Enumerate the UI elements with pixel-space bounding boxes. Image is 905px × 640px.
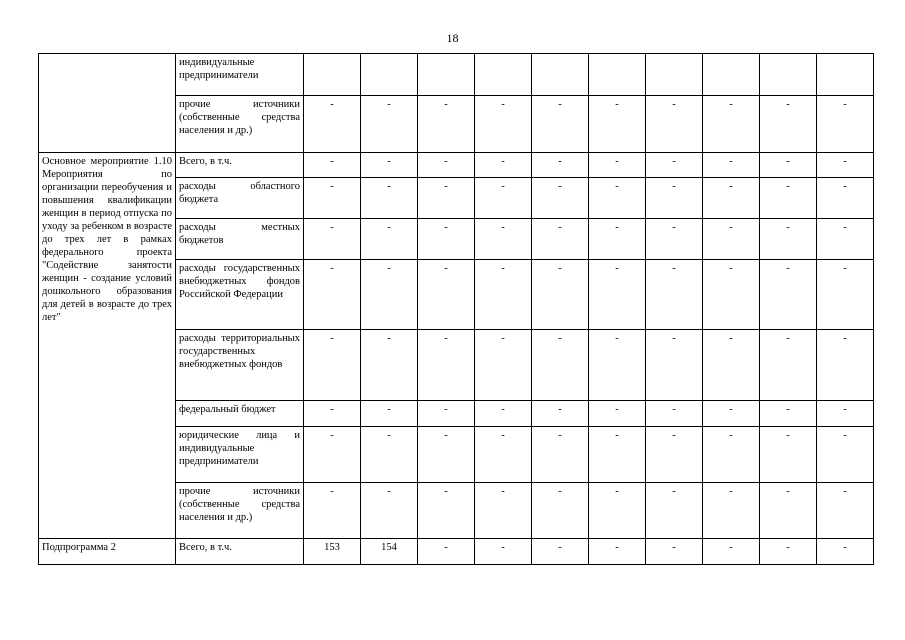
value-cell: - [475,178,532,219]
value-cell: - [532,219,589,260]
value-cell: - [304,178,361,219]
value-cell: - [304,427,361,483]
funding-source-cell: расходы местных бюджетов [176,219,304,260]
value-cell: - [646,153,703,178]
value-cell: - [475,153,532,178]
funding-source-cell: Всего, в т.ч. [176,539,304,565]
value-cell [418,54,475,96]
value-cell [475,54,532,96]
value-cell: - [475,483,532,539]
value-cell: - [532,153,589,178]
value-cell: - [475,401,532,427]
value-cell: - [760,178,817,219]
value-cell: - [304,330,361,401]
value-cell: - [760,427,817,483]
program-cell: Основное мероприятие 1.10 Мероприятия по организации переобучения и повышения квалификации женщин в период отпуска по уходу за ребенком в возрасте до трех лет в рамках федерального проекта "Содействие занятости женщин - создание условий дошкольного образования для детей в возрасте до трех лет" [39,153,176,539]
value-cell: - [475,260,532,330]
value-cell: - [703,539,760,565]
value-cell: - [817,96,874,153]
value-cell: - [589,427,646,483]
value-cell: - [703,483,760,539]
value-cell: - [304,401,361,427]
funding-source-cell: расходы государственных внебюджетных фондов Российской Федерации [176,260,304,330]
value-cell: - [703,96,760,153]
funding-source-cell: расходы областного бюджета [176,178,304,219]
value-cell: - [646,401,703,427]
value-cell: - [361,96,418,153]
value-cell: - [475,330,532,401]
value-cell [304,54,361,96]
value-cell: - [646,483,703,539]
value-cell: - [589,401,646,427]
value-cell: - [475,96,532,153]
value-cell: - [760,483,817,539]
funding-source-cell: расходы территориальных государственных внебюджетных фондов [176,330,304,401]
table-row [39,54,874,96]
value-cell: - [646,96,703,153]
value-cell: - [589,539,646,565]
value-cell: - [817,330,874,401]
value-cell: - [361,330,418,401]
value-cell: - [532,427,589,483]
funding-source-cell: прочие источники (собственные средства населения и др.) [176,483,304,539]
value-cell: - [418,96,475,153]
table-row [39,153,874,178]
value-cell: - [418,427,475,483]
value-cell: - [532,260,589,330]
funding-source-cell: индивидуальные предприниматели [176,54,304,96]
value-cell [532,54,589,96]
value-cell: - [418,178,475,219]
value-cell: - [589,219,646,260]
value-cell [817,54,874,96]
value-cell: - [361,153,418,178]
value-cell: - [760,96,817,153]
value-cell: - [589,483,646,539]
value-cell [589,54,646,96]
value-cell: - [361,483,418,539]
value-cell: - [760,401,817,427]
value-cell: - [418,260,475,330]
funding-source-cell: прочие источники (собственные средства населения и др.) [176,96,304,153]
value-cell: - [817,153,874,178]
value-cell: - [703,178,760,219]
value-cell: - [361,178,418,219]
value-cell: - [418,153,475,178]
value-cell: - [532,96,589,153]
value-cell: - [703,401,760,427]
table-body [39,54,874,565]
value-cell: - [361,427,418,483]
value-cell: - [418,219,475,260]
value-cell: - [418,330,475,401]
value-cell: - [304,483,361,539]
value-cell: - [703,427,760,483]
value-cell: - [589,178,646,219]
value-cell: - [703,330,760,401]
value-cell: - [304,96,361,153]
value-cell: - [646,539,703,565]
funding-source-cell: юридические лица и индивидуальные предприниматели [176,427,304,483]
program-cell [39,54,176,153]
value-cell: - [475,539,532,565]
value-cell: - [817,401,874,427]
value-cell: - [361,401,418,427]
value-cell: - [304,260,361,330]
value-cell: - [817,260,874,330]
budget-table [38,53,874,565]
value-cell: - [532,178,589,219]
value-cell: 154 [361,539,418,565]
program-cell: Подпрограмма 2 [39,539,176,565]
value-cell: - [589,96,646,153]
value-cell: - [304,219,361,260]
value-cell: - [532,330,589,401]
value-cell: - [532,401,589,427]
value-cell: - [760,330,817,401]
value-cell: - [817,539,874,565]
value-cell [703,54,760,96]
value-cell: - [760,260,817,330]
value-cell: - [646,260,703,330]
value-cell: - [475,219,532,260]
value-cell: - [817,483,874,539]
table-row [39,539,874,565]
value-cell: - [532,539,589,565]
value-cell [646,54,703,96]
funding-source-cell: Всего, в т.ч. [176,153,304,178]
value-cell: 153 [304,539,361,565]
value-cell: - [703,219,760,260]
value-cell [760,54,817,96]
value-cell: - [361,260,418,330]
value-cell: - [475,427,532,483]
value-cell: - [532,483,589,539]
page-number: 18 [446,31,459,45]
value-cell: - [760,153,817,178]
value-cell: - [646,178,703,219]
value-cell: - [760,219,817,260]
value-cell [361,54,418,96]
value-cell: - [817,427,874,483]
value-cell: - [418,401,475,427]
value-cell: - [589,153,646,178]
value-cell: - [760,539,817,565]
value-cell: - [817,178,874,219]
value-cell: - [646,330,703,401]
value-cell: - [703,153,760,178]
value-cell: - [817,219,874,260]
value-cell: - [646,427,703,483]
value-cell: - [418,483,475,539]
value-cell: - [361,219,418,260]
value-cell: - [418,539,475,565]
value-cell: - [304,153,361,178]
funding-source-cell: федеральный бюджет [176,401,304,427]
value-cell: - [646,219,703,260]
value-cell: - [589,260,646,330]
value-cell: - [589,330,646,401]
value-cell: - [703,260,760,330]
